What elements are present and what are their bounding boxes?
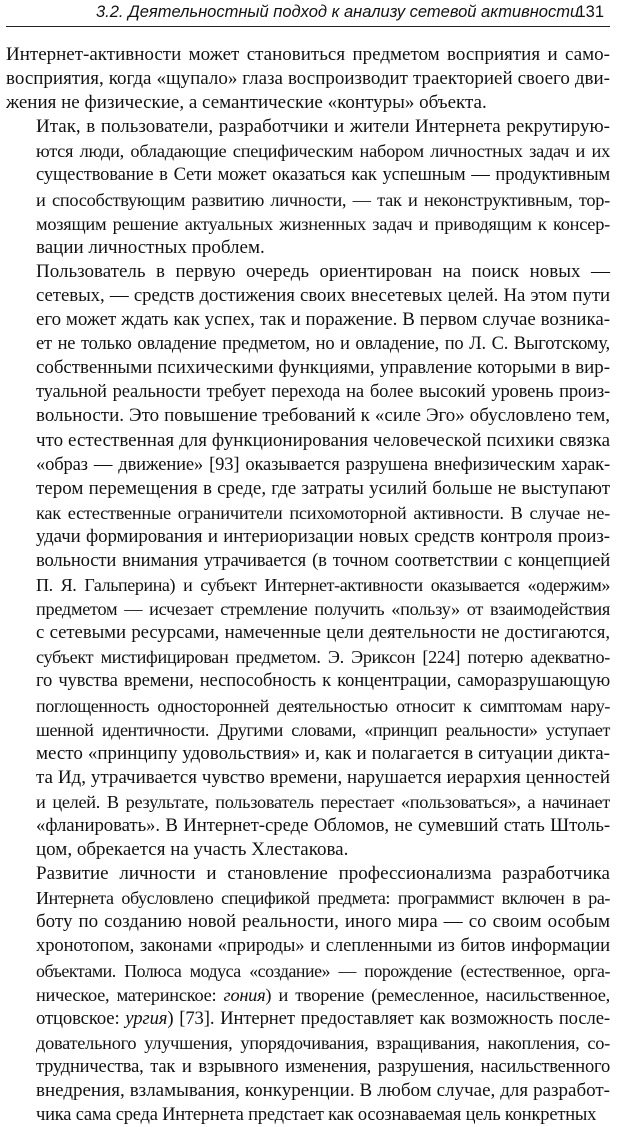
text-line: та Ид, утрачивается чувство времени, нарушается иерархия ценностей [36,766,610,788]
paragraph [6,862,610,1127]
text-line: хронотопом, законами «природы» и слепленными из битов информации [36,935,610,957]
text-line: удачи формирования и интериоризации новых средств контроля произ- [36,525,610,547]
body-text [6,43,610,1127]
page-number: 131 [576,3,604,21]
text-line: вольности внимания утрачивается (в точном соответствии с концепцией [36,549,610,571]
section-title: 3.2. Деятельностный подход к анализу сетевой активности [96,3,580,21]
text-line: цом, обрекается на участь Хлестакова. [36,839,349,861]
text-line [6,983,610,1007]
text-line: мозящим решение актуальных жизненных задач и приводящим к консер- [36,213,610,234]
text-line: П. Я. Гальперина) и субъект Интернет-активности оказывается «одержим» [36,575,610,596]
italic-term: гония [223,984,266,1005]
paragraph [6,43,610,115]
text-line: боту по созданию новой реальности, иного мира — со своим особым [36,911,610,933]
text-line: вации личностных проблем. [36,236,265,258]
text-run: ) и творение (ремесленное, насильственное, [265,984,610,1005]
running-header [6,0,610,27]
text-line: его может ждать как успех, так и поражение. В первом случае возника- [36,309,610,331]
text-line: «фланировать». В Интернет-среде Обломов, не сумевший стать Штоль- [36,815,610,836]
text-line: сетевых, — средств достижения своих внесетевых целей. На этом пути [36,284,610,306]
text-line: ет не только овладение предметом, но и овладение, по Л. С. Выготскому, [36,333,610,355]
text-line: жения не физические, а семантические «контуры» объекта. [6,92,487,114]
text-line: как естественные ограничители психомоторной активности. В случае не- [36,502,610,523]
text-line: восприятия, когда «щупало» глаза воспроизводит траекторией своего дви- [6,68,610,90]
text-line: го чувства времени, неспособность к концентрации, саморазрушающую [36,670,610,692]
text-line: с сетевыми ресурсами, намеченные цели деятельности не достигаются, [36,622,610,644]
text-line: тером перемещения в среде, где затраты усилий больше не выступают [36,477,610,499]
text-line: «образ — движение» [93] оказывается разрушена внефизическим харак- [36,453,610,475]
text-line: Пользователь в первую очередь ориентирован на поиск новых — [36,260,610,282]
text-line: чика сама среда Интернета предстает как осознаваемая цель конкретных [36,1105,597,1126]
text-line: довательного улучшения, упорядочивания, взращивания, накопления, со- [36,1032,610,1053]
text-line [6,1007,610,1031]
text-line: ются люди, обладающие специфическим набором личностных задач и их [36,141,610,162]
text-line: шенной идентичности. Другими словами, «принцип реальности» уступает [36,719,610,740]
text-line: поглощенность односторонней деятельностью относит к симптомам нару- [36,695,610,716]
paragraph [6,260,610,862]
text-line: вольности. Это повышение требований к «силе Эго» обусловлено тем, [36,405,610,427]
text-line: Интернет-активности может становиться предметом восприятия и само- [6,44,610,65]
paragraph [6,115,610,260]
text-line: туальной реальности требует перехода на более высокий уровень произ- [36,381,610,403]
text-line: существование в Сети может оказаться как успешным — продуктивным [36,164,610,186]
text-line: собственными психическими функциями, управление которыми в вир- [36,357,610,379]
text-line: трудничества, так и взрывного изменения, разрушения, насильственного [36,1056,610,1077]
italic-term: ургия [125,1007,168,1029]
text-line: место «принципу удовольствия» и, как и полагается в ситуации дикта- [36,742,610,764]
text-run: ническое, материнское: [36,984,224,1005]
text-line: и способствующим развитию личности, — так и неконструктивным, тор- [36,189,610,210]
text-run: ) [73]. Интернет предоставляет как возможность после- [167,1007,610,1029]
text-line: субъект мистифицирован предметом. Э. Эриксон [224] потерю адекватно- [36,647,610,668]
text-line: Развитие личности и становление профессионализма разработчика [36,863,610,885]
text-line: Интернета обусловлено спецификой предмета: программист включен в ра- [36,888,610,909]
text-line: и целей. В результате, пользователь перестает «пользоваться», а начинает [36,791,610,812]
text-line: Итак, в пользователи, разработчики и жители Интернета рекрутирую- [36,116,610,138]
text-line: предметом — исчезает стремление получить «пользу» от взаимодействия [36,599,610,620]
text-line: объектами. Полюса модуса «создание» — порождение (естественное, орга- [36,960,610,981]
text-line: внедрения, взламывания, конкуренции. В любом случае, для разработ- [36,1080,610,1102]
text-line: что естественная для функционирования человеческой психики связка [36,429,610,451]
text-run: отцовское: [36,1007,126,1029]
